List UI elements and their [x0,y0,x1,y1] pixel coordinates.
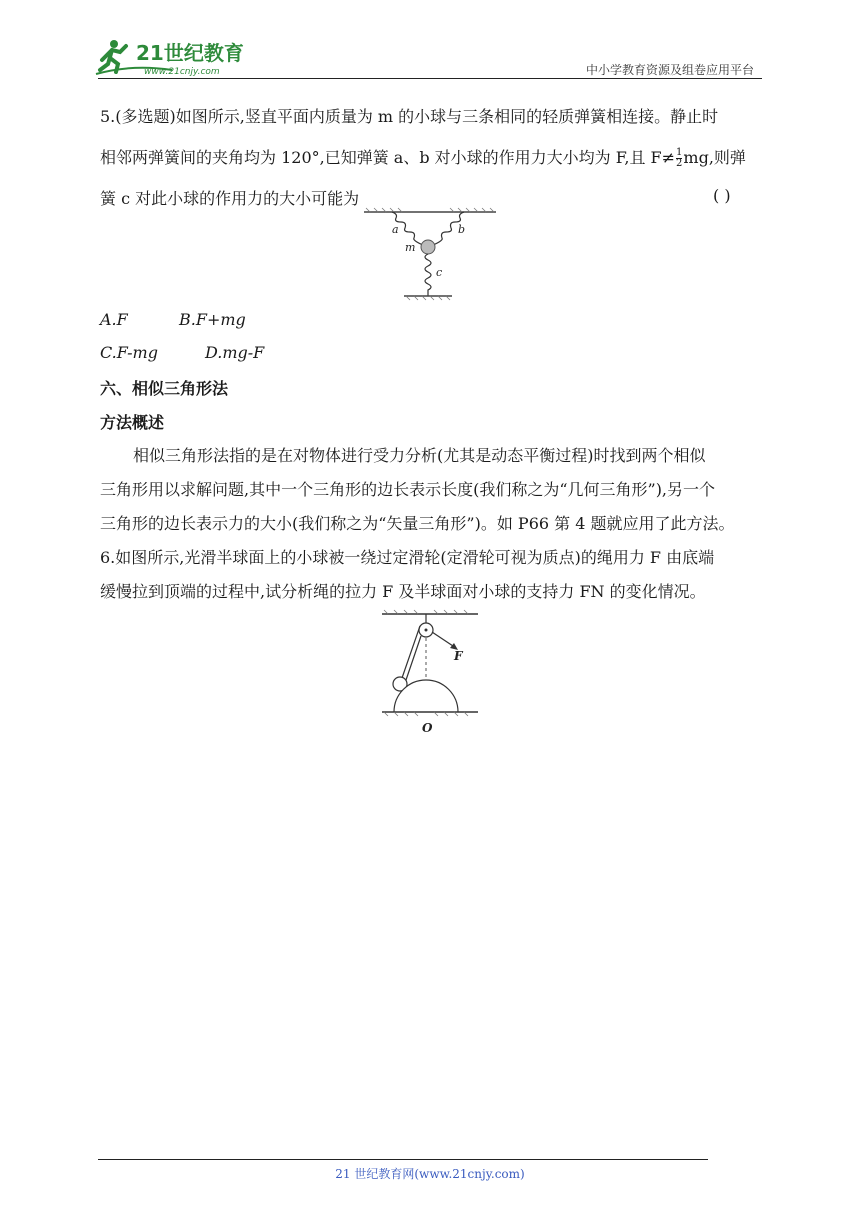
footer-text: 21 世纪教育网(www.21cnjy.com) [335,1167,525,1181]
q5-line-1: 5.(多选题)如图所示,竖直平面内质量为 m 的小球与三条相同的轻质弹簧相连接。静止时 [100,107,719,126]
hemisphere-figure [378,608,482,738]
option-a: A.F [100,310,128,329]
q6-line-2: 缓慢拉到顶端的过程中,试分析绳的拉力 F 及半球面对小球的支持力 FN 的变化情况。 [100,582,706,601]
platform-label: 中小学教育资源及组卷应用平台 [585,63,754,77]
method-paragraph-line-3: 三角形的边长表示力的大小(我们称之为“矢量三角形”)。如 P66 第 4 题就应用了此方法。 [100,514,735,533]
label-o: O [422,721,433,735]
option-c: C.F-mg [100,343,158,362]
q5-line-2: 相邻两弹簧间的夹角均为 120°,已知弹簧 a、b 对小球的作用力大小均为 F,且 F≠ $\frac{1}{2}$ mg,则弹 [100,147,746,169]
label-m: m [405,241,416,254]
label-a: a [392,223,399,236]
spring-figure [360,206,500,302]
site-logo [92,34,262,78]
footer-divider [98,1159,708,1160]
answer-bracket: ( ) [713,186,731,205]
fraction-half: $\frac{1}{2}$ [676,147,683,169]
label-b: b [458,223,466,236]
method-paragraph-line-2: 三角形用以求解问题,其中一个三角形的边长表示长度(我们称之为“几何三角形”),另一个 [100,480,716,499]
label-f: F [454,649,463,663]
method-paragraph-line-1: 相似三角形法指的是在对物体进行受力分析(尤其是动态平衡过程)时找到两个相似 [133,446,706,465]
option-b: B.F+mg [179,310,246,329]
header-divider [98,78,762,79]
q5-line-3: 簧 c 对此小球的作用力的大小可能为 [100,189,360,208]
svg-text:21世纪教育: 21世纪教育 [136,41,244,65]
option-d: D.mg-F [205,343,265,362]
section-subheading: 方法概述 [100,413,165,432]
section-heading: 六、相似三角形法 [100,379,229,398]
label-c: c [436,266,443,279]
q6-line-1: 6.如图所示,光滑半球面上的小球被一绕过定滑轮(定滑轮可视为质点)的绳用力 F 由底端 [100,548,715,567]
svg-text:www.21cnjy.com: www.21cnjy.com [144,67,220,77]
